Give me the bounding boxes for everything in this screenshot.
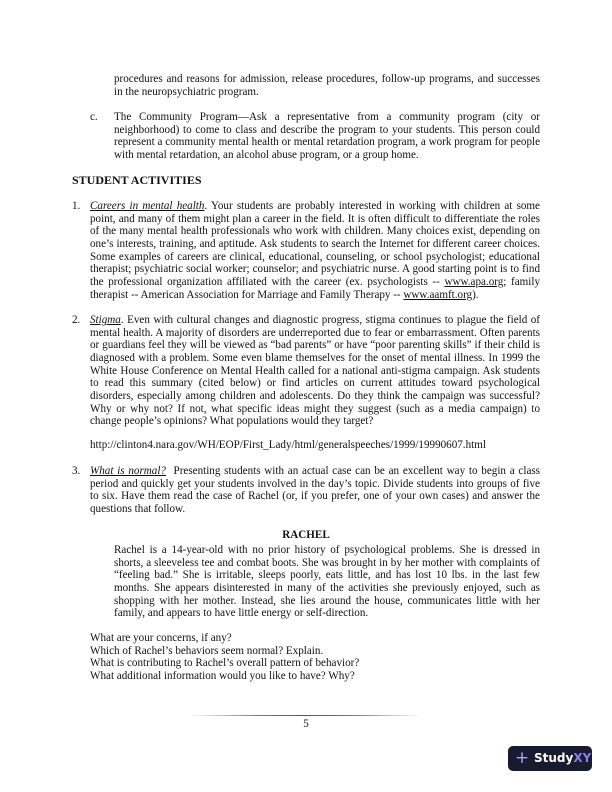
badge-brand-a: Study (534, 751, 574, 766)
activity-3-title: What is normal? (90, 465, 166, 477)
activity-2-title: Stigma (90, 314, 121, 326)
badge-brand (534, 752, 591, 765)
activity-2-paragraph (90, 314, 540, 428)
activity-1-text-c: ). (472, 288, 479, 301)
activity-1-text-b: ; family therapist -- American Association for Marriage and Family Therapy -- (90, 275, 540, 301)
activity-3-paragraph (90, 465, 543, 516)
activity-1-number: 1. (72, 200, 81, 212)
activity-3-number: 3. (72, 465, 81, 477)
activity-2-number: 2. (72, 314, 81, 326)
item-c-marker: c. (90, 111, 98, 123)
link-apa[interactable]: www.apa.org (444, 275, 504, 288)
page-number: 5 (303, 718, 309, 730)
question-1: What are your concerns, if any? (90, 632, 232, 644)
question-2: Which of Rachel’s behaviors seem normal? Explain. (90, 645, 324, 657)
studyxy-badge[interactable] (508, 746, 592, 771)
plus-icon: + (514, 748, 530, 769)
section-heading: STUDENT ACTIVITIES (72, 173, 202, 187)
activity-2-text: . Even with cultural changes and diagnostic progress, stigma continues to plague the field of mental health. A majority of disorders are underreported due to fear or embarrassment. Often parents or guardians feel they will be viewed as “bad parents” or have “poor parenting skills” if their child is diagnosed with a problem. Some even blame themselves for the onset of mental illness. In 1999 the White House Conference on Mental Health called for a national anti-stigma campaign. Ask students to read this summary (cited below) or find articles on current attitudes toward psychological disorders, especially among children and adolescents. Do they think the campaign was successful? Why or why not? If not, what specific ideas might they suggest (such as a media campaign) to change people’s opinions? What populations would they target? (90, 314, 540, 428)
activity-3-text: Presenting students with an actual case can be an excellent way to begin a class period and quickly get your students involved in the day’s topic. Divide students into groups of five to six. Have them read the case of Rachel (or, if you prefer, one of your own cases) and answer the questions that follow. (90, 465, 543, 515)
case-title: RACHEL (282, 529, 330, 541)
activity-1-text: . Your students are probably interested in working with children at some point, and many of them might plan a career in the field. It is often difficult to differentiate the roles of the many mental health professionals who work with children. Many choices exist, depending on one’s interests, training, and aptitude. Ask students to search the Internet for different career choices. Some examples of careers are clinical, educational, counseling, or school psychologist; educational therapist; psychiatric social worker; counselor; and psychiatric nurse. A good starting point is to find the professional organization affiliated with the career (ex. psychologists -- (90, 200, 540, 288)
activity-1-title: Careers in mental health (90, 200, 205, 212)
activity-1-paragraph (90, 200, 540, 301)
question-3: What is contributing to Rachel’s overall pattern of behavior? (90, 657, 360, 669)
badge-brand-b: XY (573, 751, 592, 766)
link-aamft[interactable]: www.aamft.org (403, 288, 473, 301)
case-paragraph: Rachel is a 14-year-old with no prior history of psychological problems. She is dressed in shorts, a sleeveless tee and combat boots. She was brought in by her mother with complaints of “feeling bad.” She is irritable, sleeps poorly, eats little, and has lost 10 lbs. in the last few months. She appears disinterested in many of the activities she previously enjoyed, such as shopping with her mother. Instead, she lies around the house, communicates little with her family, and appears to have little energy or self-direction. (114, 544, 540, 620)
question-4: What additional information would you like to have? Why? (90, 670, 355, 682)
continuation-paragraph: procedures and reasons for admission, release procedures, follow-up programs, and successes in the neuropsychiatric program. (114, 73, 540, 98)
activity-2-url: http://clinton4.nara.gov/WH/EOP/First_Lady/html/generalspeeches/1999/19990607.html (90, 439, 486, 451)
footer-divider (190, 715, 422, 716)
item-c-paragraph: The Community Program—Ask a representative from a community program (city or neighborhood) to come to class and describe the program to your students. This person could represent a community mental health or mental retardation program, a work program for people with mental retardation, an alcohol abuse program, or a group home. (114, 111, 540, 161)
